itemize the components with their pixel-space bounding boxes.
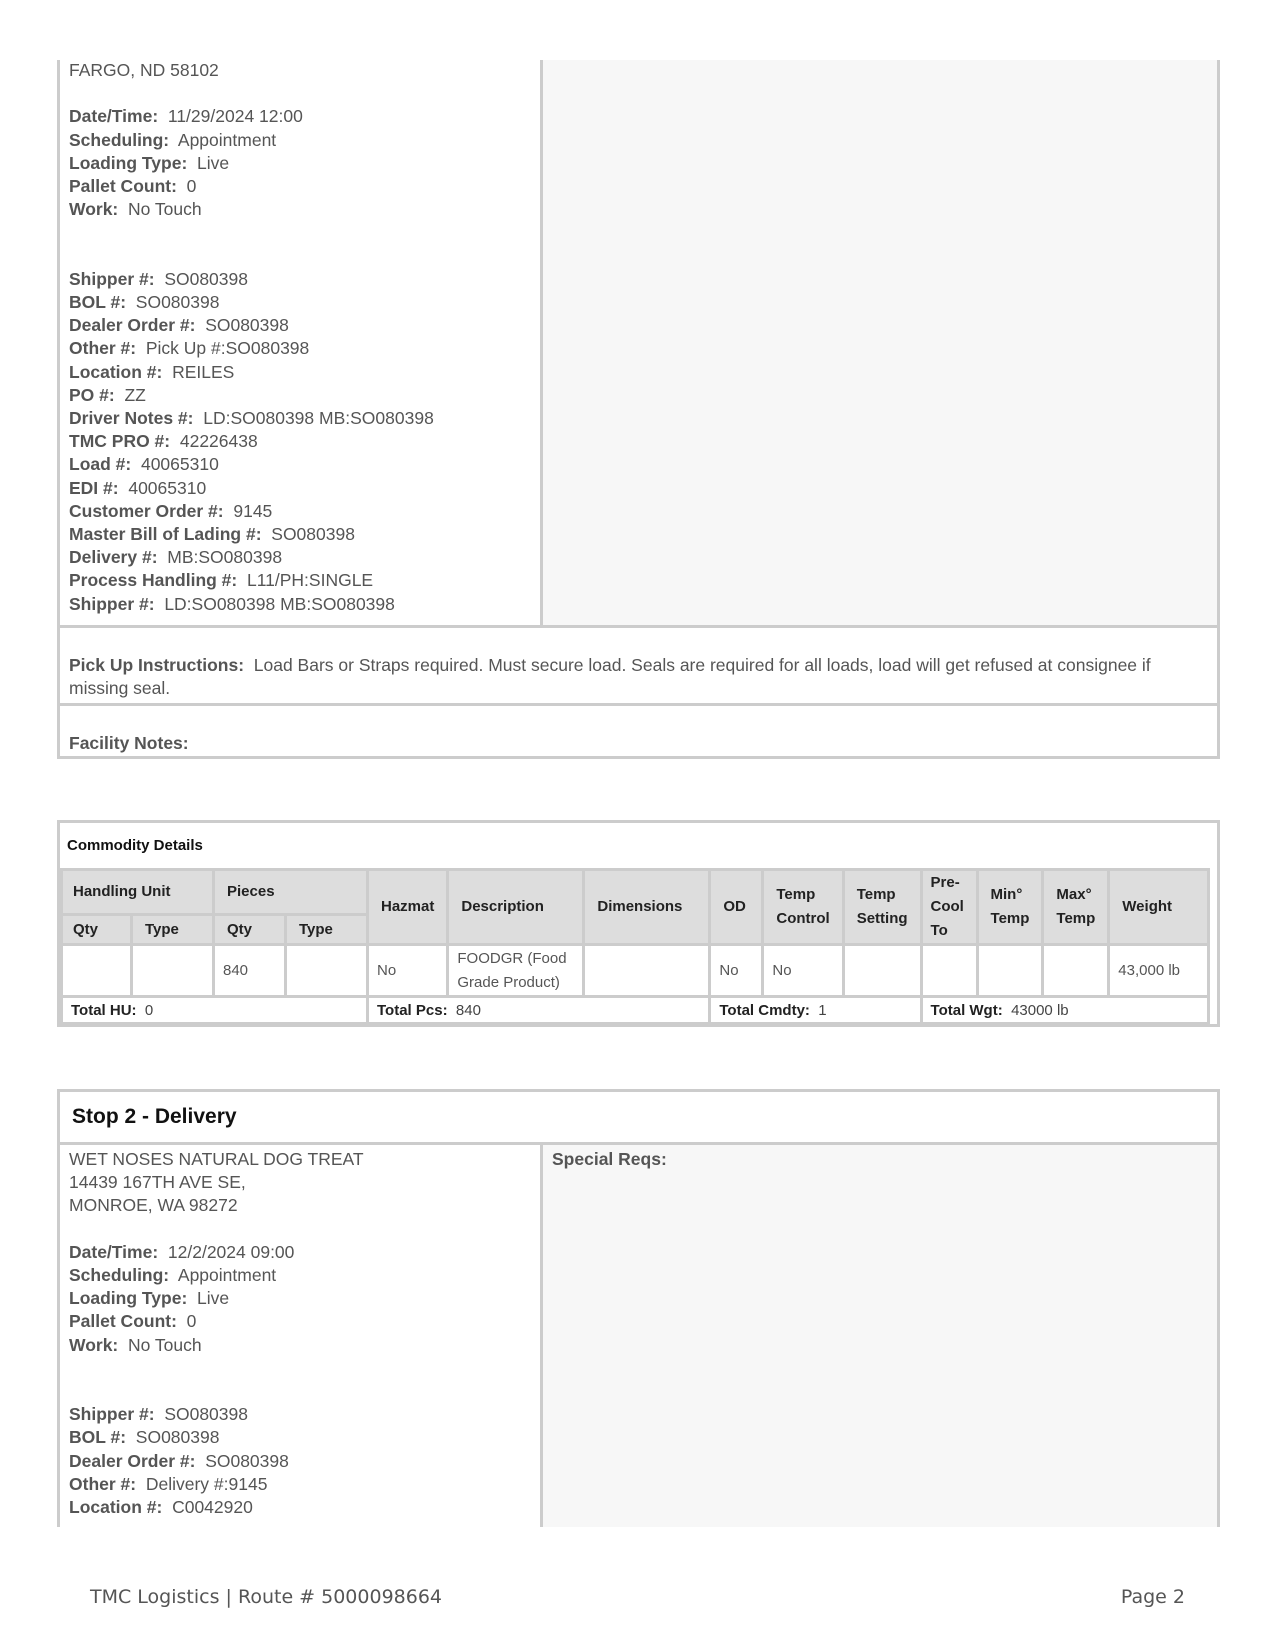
stop2-schedule-field-value: Appointment — [177, 1265, 277, 1285]
total-pcs-value: 840 — [455, 1001, 481, 1019]
stop1-reference-row — [69, 337, 540, 360]
total-wgt-value: 43000 lb — [1011, 1001, 1069, 1019]
stop1-schedule-field-row — [69, 175, 540, 198]
total-pcs — [368, 997, 710, 1024]
special-reqs-label: Special Reqs: — [552, 1149, 667, 1169]
stop1-schedule — [69, 105, 540, 221]
stop2-reference-label: Location #: — [69, 1497, 163, 1518]
stop2-schedule-field-row — [69, 1264, 540, 1287]
stop1-reference-row — [69, 523, 540, 546]
stop1-reference-value: SO080398 — [164, 268, 248, 289]
page-footer — [90, 1586, 1185, 1616]
stop1-reference-row — [69, 361, 540, 384]
stop1-reference-row — [69, 477, 540, 500]
stop2-reference-value: C0042920 — [172, 1497, 253, 1518]
stop2-reference-value: SO080398 — [135, 1427, 220, 1448]
stop2-reference-row — [69, 1496, 540, 1519]
stop2-reference-label: BOL #: — [69, 1427, 127, 1448]
stop1-schedule-field-label: Date/Time: — [69, 106, 159, 127]
header-hu-type: Type — [132, 915, 214, 945]
stop1-reference-value: 40065310 — [140, 454, 219, 475]
stop1-reference-label: TMC PRO #: — [69, 431, 171, 452]
footer-route: TMC Logistics | Route # 5000098664 — [90, 1586, 443, 1608]
stop2-reference-row — [69, 1403, 540, 1426]
total-hu-label: Total HU: — [71, 1001, 137, 1019]
stop1-reference-label: Load #: — [69, 454, 132, 475]
cell-description: FOODGR (Food Grade Product) — [448, 945, 584, 997]
stop1-schedule-field-value: 0 — [186, 176, 197, 196]
stop1-reference-value: Pick Up #:SO080398 — [145, 338, 310, 359]
stop1-references — [69, 268, 540, 616]
stop1-reference-value: L11/PH:SINGLE — [246, 570, 374, 591]
stop1-reference-label: BOL #: — [69, 292, 127, 312]
cell-max-temp — [1043, 945, 1109, 997]
stop1-reference-row — [69, 546, 540, 569]
table-row — [62, 945, 1209, 997]
stop1-reference-label: Customer Order #: — [69, 500, 224, 521]
stop1-schedule-field-value: 11/29/2024 12:00 — [167, 106, 303, 127]
stop1-schedule-field-value: Live — [197, 152, 230, 173]
total-wgt — [921, 997, 1209, 1024]
stop1-schedule-field-label: Pallet Count: — [69, 176, 177, 196]
stop1-reference-row — [69, 569, 540, 592]
stop1-reference-value: 40065310 — [128, 477, 207, 498]
stop1-reference-label: Process Handling #: — [69, 570, 238, 591]
stop1-reference-value: REILES — [172, 361, 235, 382]
header-temp-control: Temp Control — [763, 870, 843, 945]
stop2-title: Stop 2 - Delivery — [57, 1089, 1220, 1145]
stop2-reference-row — [69, 1450, 540, 1473]
stop1-reference-label: Driver Notes #: — [69, 408, 194, 429]
header-handling-unit: Handling Unit — [62, 870, 214, 915]
stop1-schedule-field-row — [69, 129, 540, 152]
header-od: OD — [710, 870, 763, 945]
cell-min-temp — [977, 945, 1043, 997]
stop1-reference-value: MB:SO080398 — [167, 547, 283, 568]
cell-temp-setting — [843, 945, 921, 997]
stop2-reference-label: Other #: — [69, 1473, 137, 1494]
stop1-reference-label: PO #: — [69, 384, 115, 405]
stop1-reference-value: 9145 — [233, 500, 273, 521]
cell-hu-type — [132, 945, 214, 997]
stop1-schedule-field-label: Work: — [69, 199, 119, 220]
commodity-table — [60, 868, 1210, 1025]
totals-row — [62, 997, 1209, 1024]
cell-od: No — [710, 945, 763, 997]
stop1-schedule-field-row — [69, 152, 540, 175]
header-min-temp: Min° Temp — [977, 870, 1043, 945]
header-pieces: Pieces — [214, 870, 368, 915]
header-pc-qty: Qty — [214, 915, 286, 945]
stop1-schedule-field-row — [69, 198, 540, 221]
cell-hazmat: No — [368, 945, 448, 997]
cell-temp-control: No — [763, 945, 843, 997]
stop2-reference-row — [69, 1426, 540, 1449]
stop1-reference-value: LD:SO080398 MB:SO080398 — [203, 408, 434, 429]
stop1-schedule-field-label: Scheduling: — [69, 129, 170, 150]
pickup-instructions-text: Load Bars or Straps required. Must secure load. Seals are required for all loads, load will get refused at consignee if missing seal. — [69, 655, 1151, 699]
total-hu — [62, 997, 368, 1024]
total-cmdty-label: Total Cmdty: — [719, 1001, 810, 1019]
total-cmdty-value: 1 — [818, 1001, 827, 1019]
commodity-details — [57, 820, 1220, 1027]
stop2-schedule-field-value: 0 — [186, 1311, 197, 1332]
stop2-address-line: 14439 167TH AVE SE, — [69, 1172, 246, 1193]
cell-hu-qty — [62, 945, 132, 997]
pickup-instructions-label: Pick Up Instructions: — [69, 655, 245, 675]
stop2-details — [57, 1145, 540, 1527]
stop1-reference-label: Shipper #: — [69, 268, 155, 289]
stop1-special-reqs-panel — [540, 60, 1220, 625]
stop2-reference-value: SO080398 — [164, 1404, 248, 1425]
stop1-reference-label: EDI #: — [69, 477, 119, 498]
stop1-reference-label: Location #: — [69, 361, 163, 382]
header-precool: Pre-Cool To — [921, 870, 977, 945]
stop2-reference-value: SO080398 — [205, 1450, 289, 1471]
stop1-schedule-field-label: Loading Type: — [69, 152, 188, 173]
facility-notes — [57, 703, 1220, 759]
stop2-address-line: MONROE, WA 98272 — [69, 1195, 238, 1216]
stop1-reference-value: ZZ — [124, 384, 146, 405]
stop1-reference-label: Shipper #: — [69, 593, 155, 614]
stop2-reference-label: Dealer Order #: — [69, 1450, 196, 1471]
stop1-schedule-field-value: No Touch — [128, 199, 202, 220]
stop2-schedule — [69, 1241, 540, 1357]
stop1-schedule-field-row — [69, 105, 540, 128]
stop1-reference-row — [69, 593, 540, 616]
stop2-address-line: WET NOSES NATURAL DOG TREAT — [69, 1149, 364, 1169]
stop2-schedule-field-label: Scheduling: — [69, 1265, 170, 1285]
cell-dimensions — [584, 945, 710, 997]
stop2-schedule-field-row — [69, 1241, 540, 1264]
stop2-references — [69, 1403, 540, 1519]
header-temp-setting: Temp Setting — [843, 870, 921, 945]
cell-pc-qty: 840 — [214, 945, 286, 997]
stop1-reference-row — [69, 384, 540, 407]
stop1-reference-row — [69, 268, 540, 291]
page-number: Page 2 — [1120, 1586, 1185, 1608]
stop1-reference-label: Dealer Order #: — [69, 315, 196, 336]
header-weight: Weight — [1109, 870, 1209, 945]
total-cmdty — [710, 997, 921, 1024]
total-wgt-label: Total Wgt: — [930, 1001, 1003, 1019]
cell-weight: 43,000 lb — [1109, 945, 1209, 997]
stop2-address — [69, 1148, 540, 1218]
stop2-schedule-field-label: Work: — [69, 1334, 119, 1355]
stop2-schedule-field-value: 12/2/2024 09:00 — [167, 1241, 295, 1262]
header-hu-qty: Qty — [62, 915, 132, 945]
stop1-reference-value: LD:SO080398 MB:SO080398 — [164, 593, 395, 614]
stop2-schedule-field-row — [69, 1287, 540, 1310]
header-hazmat: Hazmat — [368, 870, 448, 945]
total-pcs-label: Total Pcs: — [377, 1001, 448, 1019]
stop1-schedule-field-value: Appointment — [177, 129, 277, 150]
stop1-reference-value: SO080398 — [271, 524, 355, 545]
stop2-schedule-field-label: Date/Time: — [69, 1241, 159, 1262]
stop2-reference-row — [69, 1473, 540, 1496]
stop2-schedule-field-value: No Touch — [128, 1334, 202, 1355]
stop2-schedule-field-value: Live — [197, 1288, 230, 1309]
stop1-reference-row — [69, 453, 540, 476]
cell-precool — [921, 945, 977, 997]
header-description: Description — [448, 870, 584, 945]
total-hu-value: 0 — [144, 1001, 154, 1019]
stop1-details — [57, 60, 540, 625]
stop1-reference-label: Master Bill of Lading #: — [69, 524, 262, 545]
stop1-reference-value: 42226438 — [179, 431, 258, 452]
stop2-schedule-field-row — [69, 1310, 540, 1333]
stop1-address-line: FARGO, ND 58102 — [69, 60, 219, 80]
stop1-reference-row — [69, 314, 540, 337]
stop1-reference-value: SO080398 — [135, 292, 220, 312]
stop2-schedule-field-row — [69, 1334, 540, 1357]
stop1-reference-row — [69, 500, 540, 523]
stop2-reference-value: Delivery #:9145 — [145, 1473, 268, 1494]
stop1-reference-row — [69, 430, 540, 453]
stop2-schedule-field-label: Pallet Count: — [69, 1311, 177, 1332]
facility-notes-label: Facility Notes: — [69, 733, 189, 753]
stop2-reference-label: Shipper #: — [69, 1404, 155, 1425]
stop1-reference-label: Delivery #: — [69, 547, 158, 568]
stop1-reference-label: Other #: — [69, 338, 137, 359]
commodity-title: Commodity Details — [67, 837, 203, 854]
stop2-schedule-field-label: Loading Type: — [69, 1288, 188, 1309]
stop1-reference-row — [69, 407, 540, 430]
header-dimensions: Dimensions — [584, 870, 710, 945]
header-pc-type: Type — [286, 915, 368, 945]
cell-pc-type — [286, 945, 368, 997]
stop2-special-reqs-panel — [540, 1145, 1220, 1527]
stop1-reference-value: SO080398 — [205, 315, 289, 336]
stop1-reference-row — [69, 291, 540, 314]
header-max-temp: Max° Temp — [1043, 870, 1109, 945]
pickup-instructions — [57, 625, 1220, 706]
